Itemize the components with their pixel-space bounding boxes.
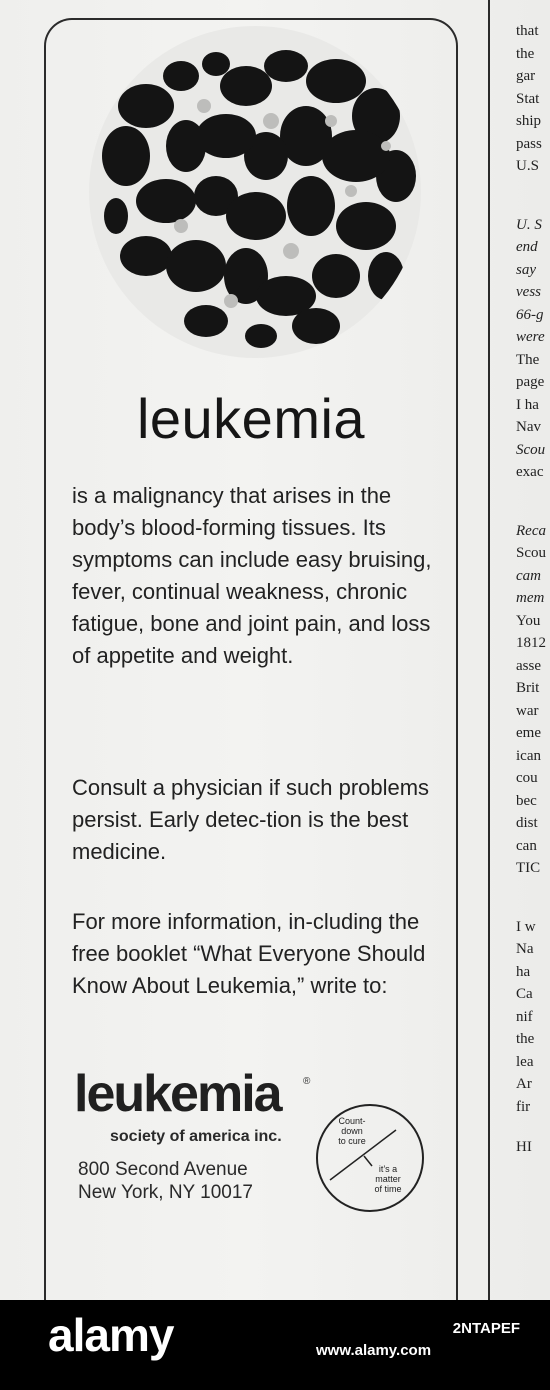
- adjacent-column-line: Reca: [516, 522, 546, 539]
- adjacent-column-line: exac: [516, 464, 544, 480]
- adjacent-column-line: U. S: [516, 216, 542, 233]
- column-divider: [488, 0, 490, 1300]
- blood-cells-image: [86, 26, 424, 358]
- registered-mark: ®: [303, 1076, 311, 1087]
- adjacent-column-line: Brit: [516, 680, 540, 696]
- adjacent-column-line: cam: [516, 567, 541, 584]
- adjacent-column-line: Na: [516, 941, 534, 957]
- adjacent-column-line: eme: [516, 725, 541, 741]
- adjacent-column-line: The: [516, 351, 540, 368]
- adjacent-column-line: that: [516, 23, 539, 39]
- adjacent-column-line: the: [516, 45, 535, 62]
- adjacent-column-line: gar: [516, 68, 536, 84]
- ad-paragraph-information: For more information, in-cluding the free booklet “What Everyone Should Know About Leukemia,” write to:: [72, 909, 426, 998]
- watermark-site: www.alamy.com: [316, 1342, 432, 1359]
- clock-text-6: of time: [374, 1184, 402, 1194]
- adjacent-column-line: nif: [516, 1008, 533, 1025]
- adjacent-column-line: 66-g: [516, 306, 544, 323]
- clock-text-1: Count-: [338, 1116, 366, 1126]
- adjacent-column-line: the: [516, 1031, 535, 1047]
- society-name: society of america inc.: [110, 1128, 282, 1145]
- address-street: 800 Second Avenue: [78, 1159, 248, 1180]
- adjacent-column-line: say: [516, 261, 536, 278]
- adjacent-column-line: Nav: [516, 419, 541, 435]
- adjacent-column-line: mem: [516, 590, 545, 606]
- clock-text-2: down: [341, 1126, 363, 1136]
- adjacent-column-line: can: [516, 837, 537, 854]
- adjacent-column-line: You: [516, 612, 541, 629]
- adjacent-column-line: 1812: [516, 635, 546, 651]
- adjacent-column-line: I w: [516, 918, 536, 935]
- clock-text-5: matter: [375, 1174, 401, 1184]
- ad-paragraph-description: is a malignancy that arises in the body’s blood-forming tissues. Its symptoms can include easy bruising, fever, continual weakness, chronic fatigue, bone and joint pain, and loss of appetite and weight.: [72, 483, 432, 668]
- adjacent-column-line: Ca: [516, 986, 533, 1002]
- adjacent-column-line: ha: [516, 963, 531, 980]
- adjacent-column-line: ican: [516, 747, 541, 764]
- adjacent-column-line: fir: [516, 1098, 531, 1115]
- clock-text-4: it’s a: [378, 1164, 398, 1174]
- adjacent-column-line: Scou: [516, 441, 546, 458]
- watermark-image-id: 2NTAPEF: [452, 1320, 520, 1337]
- ad-paragraph-advice: Consult a physician if such problems persist. Early detec-tion is the best medicine.: [72, 775, 430, 864]
- adjacent-column-line: dist: [516, 815, 538, 831]
- adjacent-column-line: lea: [516, 1053, 534, 1070]
- watermark-brand: alamy: [48, 1309, 174, 1361]
- society-logo: leukemia: [74, 1065, 281, 1123]
- adjacent-column-line: U.S: [516, 158, 539, 174]
- adjacent-column-line: vess: [516, 284, 541, 300]
- adjacent-column-line: Scou: [516, 545, 546, 561]
- adjacent-column-line: Stat: [516, 90, 540, 107]
- ad-headline: leukemia: [136, 387, 366, 450]
- countdown-clock-emblem: [314, 1102, 426, 1214]
- address-city: New York, NY 10017: [78, 1182, 253, 1203]
- adjacent-column-line: ship: [516, 113, 542, 129]
- adjacent-column-line: HI: [516, 1139, 532, 1155]
- adjacent-column-line: TIC: [516, 860, 541, 876]
- adjacent-column-line: bec: [516, 792, 537, 809]
- adjacent-column-line: end: [516, 239, 538, 255]
- clock-text-3: to cure: [338, 1136, 366, 1146]
- adjacent-column-line: cou: [516, 770, 538, 786]
- adjacent-column-line: Ar: [516, 1076, 532, 1092]
- adjacent-column-line: pass: [516, 135, 542, 152]
- adjacent-column-line: page: [516, 374, 545, 390]
- adjacent-column-line: were: [516, 329, 545, 345]
- adjacent-article-column: [516, 20, 550, 1280]
- adjacent-column-line: war: [516, 702, 539, 719]
- mailing-address: [78, 1158, 253, 1204]
- adjacent-column-line: asse: [516, 657, 541, 674]
- adjacent-column-line: I ha: [516, 396, 539, 413]
